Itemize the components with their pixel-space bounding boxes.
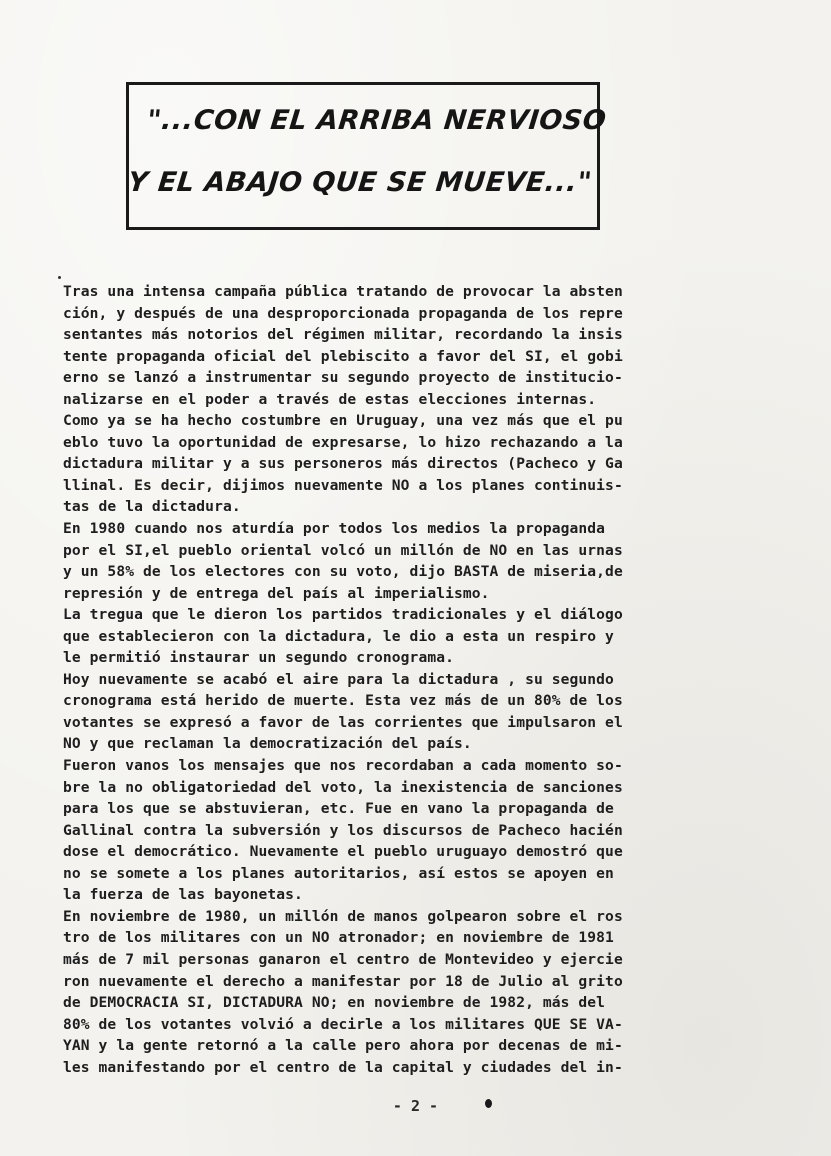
text-line: En 1980 cuando nos aturdía por todos los medios la propaganda: [63, 520, 606, 538]
text-line: tro de los militares con un NO atronador; en noviembre de 1981: [63, 929, 614, 947]
text-line: En noviembre de 1980, un millón de manos golpearon sobre el ros: [63, 907, 623, 925]
text-line: tas de la dictadura.: [63, 498, 241, 516]
text-line: tente propaganda oficial del plebiscito a favor del SI, el gobi: [63, 347, 623, 365]
text-line: de DEMOCRACIA SI, DICTADURA NO; en noviembre de 1982, más del: [63, 994, 606, 1012]
text-line: no se somete a los planes autoritarios, así estos se apoyen en: [63, 864, 614, 882]
text-line: más de 7 mil personas ganaron el centro de Montevideo y ejercie: [63, 950, 623, 968]
text-line: ción, y después de una desproporcionada propaganda de los repre: [63, 304, 623, 322]
text-line: YAN y la gente retornó a la calle pero ahora por decenas de mi-: [63, 1037, 623, 1055]
ink-speck: [58, 276, 61, 279]
text-line: Fueron vanos los mensajes que nos recordaban a cada momento so-: [63, 757, 623, 775]
text-line: por el SI,el pueblo oriental volcó un millón de NO en las urnas: [63, 541, 623, 559]
text-line: Tras una intensa campaña pública tratando de provocar la absten: [63, 283, 623, 300]
text-line: La tregua que le dieron los partidos tradicionales y el diálogo: [63, 606, 623, 624]
text-line: llinal. Es decir, dijimos nuevamente NO a los planes continuis-: [63, 476, 623, 494]
text-line: nalizarse en el poder a través de estas elecciones internas.: [63, 390, 597, 408]
text-line: y un 58% de los electores con su voto, dijo BASTA de miseria,de: [63, 563, 623, 581]
text-line: les manifestando por el centro de la capital y ciudades del in-: [63, 1058, 623, 1076]
text-line: Como ya se ha hecho costumbre en Uruguay, una vez más que el pu: [63, 412, 623, 430]
text-line: para los que se abstuvieran, etc. Fue en vano la propaganda de: [63, 800, 614, 818]
ink-speck: [485, 1099, 492, 1108]
title-line-2: Y EL ABAJO QUE SE MUEVE...": [126, 167, 594, 198]
text-line: cronograma está herido de muerte. Esta vez más de un 80% de los: [63, 692, 623, 710]
page-number: - 2 -: [392, 1097, 439, 1115]
text-line: la fuerza de las bayonetas.: [63, 886, 303, 904]
text-line: bre la no obligatoriedad del voto, la inexistencia de sanciones: [63, 778, 623, 796]
text-line: ron nuevamente el derecho a manifestar por 18 de Julio al grito: [63, 972, 623, 990]
text-line: Hoy nuevamente se acabó el aire para la dictadura , su segundo: [63, 670, 614, 688]
text-line: que establecieron con la dictadura, le dio a esta un respiro y: [63, 627, 614, 645]
text-line: le permitió instaurar un segundo cronograma.: [63, 649, 454, 667]
title-box: [126, 82, 608, 230]
text-line: Gallinal contra la subversión y los discursos de Pacheco hacién: [63, 821, 623, 839]
text-line: 80% de los votantes volvió a decirle a los militares QUE SE VA-: [63, 1015, 623, 1033]
text-line: erno se lanzó a instrumentar su segundo proyecto de institucio-: [63, 369, 623, 387]
text-line: dictadura militar y a sus personeros más directos (Pacheco y Ga: [63, 455, 623, 473]
text-line: represión y de entrega del país al imperialismo.: [63, 584, 490, 602]
body-text: [63, 281, 775, 1078]
title-line-1: "...CON EL ARRIBA NERVIOSO: [145, 105, 608, 136]
text-line: NO y que reclaman la democratización del país.: [63, 735, 472, 753]
text-line: votantes se expresó a favor de las corrientes que impulsaron el: [63, 713, 623, 731]
text-line: eblo tuvo la oportunidad de expresarse, lo hizo rechazando a la: [63, 433, 623, 451]
text-line: dose el democrático. Nuevamente el pueblo uruguayo demostró que: [63, 843, 623, 861]
text-line: sentantes más notorios del régimen militar, recordando la insis: [63, 326, 623, 344]
